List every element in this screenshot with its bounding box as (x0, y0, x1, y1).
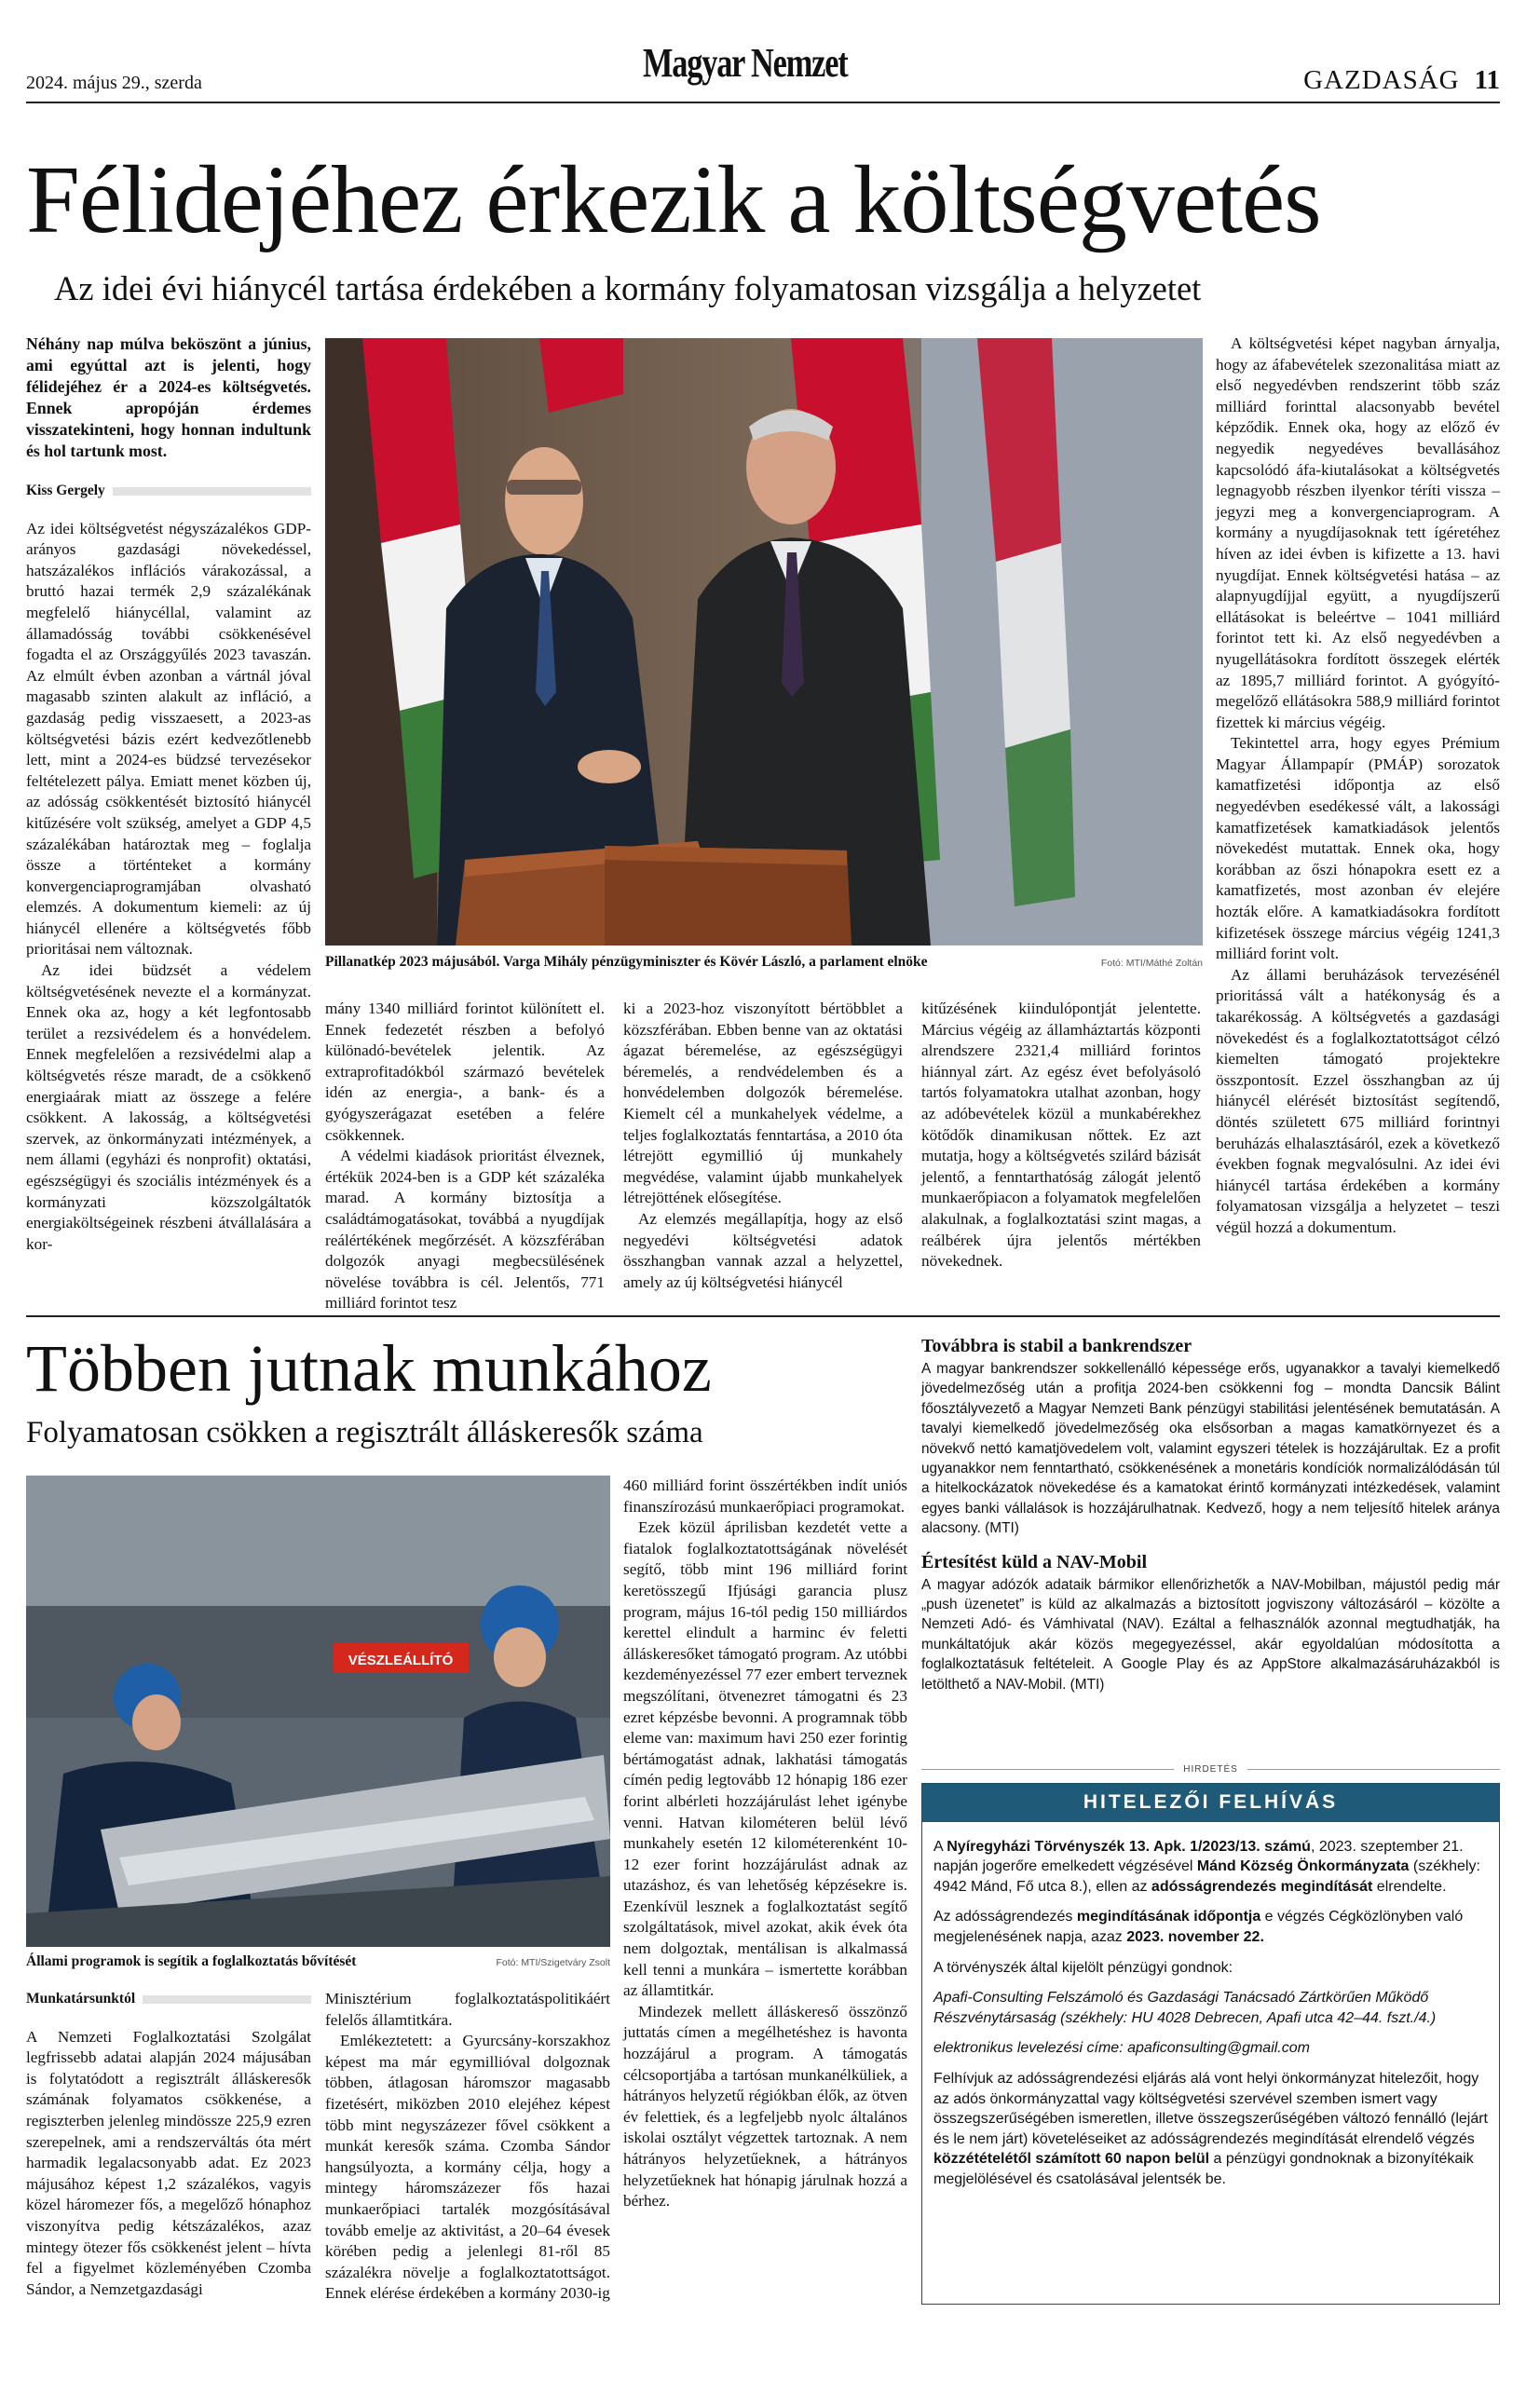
article2-photo (26, 1476, 610, 1947)
article1-col1 (26, 333, 311, 1255)
header-date: 2024. május 29., szerda (26, 73, 202, 93)
article2-paragraph: 460 milliárd forint összértékben indít uniós finanszírozású munkaerőpiaci programokat. (623, 1476, 907, 1516)
article1-paragraph: A költségvetési képet nagyban árnyalja, hogy az áfabevételek szezonalitása miatt az első negyedévben rendszerint több száz milliárd forinttal alacsonyabb bevétel képződik. Ennek oka, hogy az előző év negyedik negyedéves bevallásához kapcsolódó áfa-kiutalásokat a költségvetés legnagyobb részben ilyenkor téríti vissza – jegyzi meg a konvergenciaprogram. A kormány a nyugdíjasoknak tett ígéretéhez híven az idei évben is kifizette a 13. havi nyugdíjat. Ennek költségvetési hatása – az alapnyugdíjjal együtt, a nyugdíjszerű ellátásokat is beleértve – 1041 milliárd forintot tett ki. Az első negyedévben a nyugellátásokra fordított összegek elérték az 1895,7 milliárd forintot. A gyógyító-megelőző ellátásokra 588,9 milliárd forintot fizettek ki március végéig. (1216, 334, 1500, 731)
article1-photo-caption: Pillanatkép 2023 májusából. Varga Mihály pénzügyminiszter és Kövér László, a parlament elnöke (325, 954, 928, 970)
header-rule (26, 102, 1500, 103)
article1-paragraph: kitűzésének kiindulópontját jelentette. Március végéig az államháztartás központi alrendszere 2321,4 milliárd forintos hiánnyal zárt. Az egész évet befolyásoló tartós folyamatokra utalhat azonban, hogy az adóbevételek közül a munkabérekhez kötődők dinamikusan nőttek. Ez azt mutatja, hogy a költségvetés szilárd bázisát jelentő, a fenntarthatóság zálogát jelentő munkaerőpiacon a folyamatok megfelelően alakulnak, a foglalkoztatási szint magas, a reálbérek újra jelentős mértékben növekednek. (921, 1000, 1201, 1271)
article1-photo-caption-row (325, 954, 1203, 971)
article2-photo-credit: Fotó: MTI/Szigetváry Zsolt (496, 1957, 610, 1968)
article-divider (26, 1315, 1500, 1317)
factory-photo (26, 1476, 610, 1947)
article1-paragraph: Az állami beruházások tervezésénél prioritássá vált a hatékonyság és a takarékosság. A költségvetés a gazdasági növekedést és a foglalkoztatottságot célzó kiemelten támogató projektekre összpontosít. Ezzel összhangban az új hiánycél elérését biztosítást segítendő, döntés született 675 milliárd forintnyi beruházás elhalasztásáról, ezek a következő években fognak megvalósulni. Az idei évi hiánycél tartása érdekében a kormány folyamatosan vizsgálja a helyzetet – teszi végül hozzá a dokumentum. (1216, 965, 1500, 1236)
sidebar-text-nav: A magyar adózók adataik bármikor ellenőrizhetők a NAV-Mobilban, májustól pedig már „push üzenetet” is küld az alkalmazás a biztosított jogviszony változásáról – közölte a Nemzeti Adó- és Vámhivatal (NAV). Ezáltal a felhasználók azonnal megtudhatják, ha munkáltatójuk akár közös megegyezéssel, akár egyoldalúan módosította a foglalkoztatásuk feltételeit. A Google Play és az AppStore alkalmazásáruházakból is letölthető a NAV-Mobil. (MTI) (921, 1576, 1500, 1693)
section-label: GAZDASÁG (1303, 65, 1460, 95)
article2-subtitle: Folyamatosan csökken a regisztrált álláskeresők száma (26, 1416, 703, 1449)
article1-paragraph: mány 1340 milliárd forintot különített el. Ennek fedezetét részben a befolyó különadó-bevételek jelentik. Az extraprofitadókból származó bevételek idén az energia-, a bank- és a gyógyszerágazat esetében a felére csökkennek. (325, 1000, 605, 1144)
article2-photo-caption: Állami programok is segítik a foglalkoztatás bővítését (26, 1953, 357, 1969)
author-bar (143, 1995, 311, 2004)
handshake (578, 750, 641, 783)
article1-subtitle: Az idei évi hiánycél tartása érdekében a kormány folyamatosan vizsgálja a helyzetet (54, 269, 1202, 307)
sidebar-headline-nav: Értesítést küld a NAV-Mobil (921, 1551, 1148, 1572)
photo-sign-text: VÉSZLEÁLLÍTÓ (347, 1653, 454, 1668)
masthead-logo: Magyar Nemzet (643, 40, 848, 86)
page-number: 11 (1474, 65, 1500, 95)
article1-paragraph: Az idei büdzsét a védelem költségvetésének nevezte el a kormányzat. Ennek oka az, hogy a két legfontosabb terület a rezsivédelem és a honvédelem. Ennek megfelelően a rezsivédelmi alap a költségvetés része maradt, de a csökkenő energiaárak miatt az összege a felére csökkent. A lakosság, a költségvetési szervek, az önkormányzati intézmények, a nem állami (egyházi és nonprofit) oktatási, egészségügyi és szociális intézmények és a kormányzati közszolgáltatók energiaköltségeinek részbeni átvállalására a kor- (26, 961, 311, 1253)
ad-label-row (921, 1764, 1500, 1775)
article1-paragraph: Tekintettel arra, hogy egyes Prémium Magyar Állampapír (PMÁP) sorozatok kamatfizetési időpontja az első negyedévben esedékessé vált, a lakossági kamatfizetések kamatkiadások jelentős növekedést mutattak. Ennek oka, hogy korábban az őszi hónapokra esett ez a kamatfizetés, most azonban év elejére hozták előre. A kamatkiadásokra fordított kifizetések összege március végéig 1241,3 milliárd forint volt. (1216, 734, 1500, 963)
ad-paragraph: Felhívjuk az adósságrendezési eljárás alá vont helyi önkormányzat hitelezőit, hogy az adós önkormányzattal vagy költségvetési szervével szemben ismert vagy összegszerűségében ismeretlen, illetve összegszerűségében változó fennálló (lejárt és le nem járt) követeléseiket az adósságrendezés megindítását elrendelő végzés közzétételétől számított 60 napon belül a pénzügyi gondnoknak a bizonyítékaik megjelölésével és csatolásával jelentsék be. (933, 2070, 1488, 2187)
article2-paragraph: Mindezek mellett álláskereső összönző juttatás címen a megélhetéshez is havonta hozzájárul a program. A támogatás célcsoportjába a tartósan munkanélküliek, a hátrányos helyzetű régiókban élők, az ötven év felettiek, és a legfeljebb nyolc általános iskolai osztályt végzettek tartoznak. A nem hátrányos helyzetűeknek, a hátrányos helyzetűeknek hat hónapig járulnak hozzá a bérhez. (623, 2002, 907, 2211)
news-sidebar (921, 1336, 1500, 1694)
article2-title: Többen jutnak munkához (26, 1331, 712, 1406)
author-bar (113, 487, 311, 496)
article1-paragraph: A védelmi kiadások prioritást élveznek, értékük 2024-ben is a GDP két százaléka marad. A kormány biztosítja a családtámogatásokat, továbbá a nyugdíjak reálértékének megőrzését. A közszférában dolgozók anyagi megbecsülésének növelése továbbra is cél. Jelentős, 771 milliárd forintot tesz (325, 1147, 605, 1313)
lecterns (456, 841, 852, 946)
article1-photo-credit: Fotó: MTI/Máthé Zoltán (1100, 958, 1203, 969)
article2-author (26, 1989, 311, 2010)
article1-author-name: Kiss Gergely (26, 483, 105, 498)
sidebar-headline-bank: Továbbra is stabil a bankrendszer (921, 1336, 1192, 1356)
ad-paragraph: A törvényszék által kijelölt pénzügyi gondnok: (933, 1959, 1233, 1976)
section-name (1303, 65, 1500, 96)
ad-paragraph: A Nyíregyházi Törvényszék 13. Apk. 1/2023/13. számú, 2023. szeptember 21. napján jogerőre emelkedett végzésével Mánd Község Önkormányzata (székhely: 4942 Mánd, Fő utca 8.), ellen az adósságrendezés megindítását elrendelte. (933, 1838, 1480, 1895)
article1-paragraph: ki a 2023-hoz viszonyított bértöbblet a közszférában. Ebben benne van az oktatási ágazat béremelése, az egészségügyi béremelés, a rendvédelemben és a honvédelemben dolgozók béremelése. Kiemelt cél a munkahelyek védelme, a teljes foglalkoztatás fenntartása, a 2010 óta létrejött egymillió új munkahely megvédése, valamint újabb munkahelyek létrejöttének elősegítése. (623, 1000, 903, 1207)
creditor-notice-ad (921, 1783, 1500, 2305)
article2-paragraph: Ezek közül áprilisban kezdetét vette a fiatalok foglalkoztatottságának növelését segítő, több mint 196 milliárd forint keretösszegű Ifjúsági garancia plusz program, május 16-tól pedig 150 milliárdos kerettel elindult a harminc év feletti álláskeresőket támogató program. Az utóbbi kezdeményezéssel 77 ezer embert terveznek megszólítani, ötvenezret támogatni és 23 ezret képzésbe bevonni. A programnak több eleme van: maximum havi 250 ezer forintig bértámogatást adnak, lakhatási támogatás címén pedig legtovább 12 hónapig 186 ezer forint albérleti hozzájárulást lehet igénybe venni. Hatvan kilométeren belül lévő munkahely esetén 12 kilométerenként 10-12 ezer forint hozzájárulást adnak az utazáshoz, és van lehetőség képzésekre is. Ezenkívül lesznek a foglalkoztatást segítő szolgáltatások, mivel azokat, akik évek óta nem dolgoztak, mentálisan is alkalmassá kell tenni a munkára – ismertette korábban az államtitkár. (623, 1518, 907, 2000)
article1-photo (325, 338, 1203, 946)
handshake-photo (325, 338, 1203, 946)
article2-paragraph: A Nemzeti Foglalkoztatási Szolgálat legfrissebb adatai alapján 2024 májusában is folytatódott a regisztrált álláskeresők számának folyamatos csökkenése, a regiszterben jelenleg mindössze 225,9 ezren szerepelnek, ami a rendszerváltás óta mért harmadik legalacsonyabb adat. Ez 2023 májusához képest 1,2 százalékos, vagyis közel háromezer fős, a megelőző hónaphoz viszonyítva pedig kétszázalékos, azaz mintegy ötezer fős csökkenést jelent – hívta fel a figyelmet közleményében Czomba Sándor, a Nemzetgazdasági (26, 2027, 311, 2298)
article2-col3 (623, 1476, 907, 2212)
ad-paragraph: Az adósságrendezés megindításának időpontja e végzés Cégközlönyben való megjelenésének napja, azaz 2023. november 22. (933, 1909, 1464, 1945)
article1-title: Félidejéhez érkezik a költségvetés (26, 146, 1321, 253)
article1-paragraph: Az idei költségvetést négyszázalékos GDP-arányos gazdasági növekedéssel, hatszázalékos inflációs várakozással, a bruttó hazai termék 2,9 százalékának megfelelő hiánycéllal, valamint az államadósság további csökkenésével fogadta el az Országgyűlés 2023 tavaszán. Az elmúlt évben azonban a vártnál jóval magasabb szinten alakult az infláció, a gazdaság pedig visszaesett, a 2023-as költségvetési bázis ezért kedvezőtlenebb lett, mint a 2024-es büdzsé tervezésekor feltételezett pálya. Emiatt menet közben új, az adósság csökkentését biztosító hiánycél kitűzésére volt szükség, amelyet a GDP 4,5 százalékában határoztak meg – foglalja össze a történteket a kormány konvergenciaprogramjában olvasható elemzés. A dokumentum kiemeli: az új hiánycél ellenére a költségvetés főbb prioritásai nem változnak. (26, 519, 311, 959)
sidebar-text-bank: A magyar bankrendszer sokkellenálló képessége erős, ugyanakkor a tavalyi kiemelkedő jövedelmezőség után a profitja 2024-ben csökkenni fog – mondta Dancsik Bálint főosztályvezető a Magyar Nemzeti Bank pénzügyi stabilitási jelentésének bemutatásán. A tavalyi kiemelkedő jövedelmezőség oka elsősorban a magas kamatkörnyezet és a növekvő nettó kamatjövedelem volt, valamint egyszeri tételek is hozzájárultak. Ez a profit ugyanakkor nem fenntartható, csökkenésének a monetáris kondíciók normalizálódásán túl a hitelkockázatok növekedése és a kamatokat érintő kormányzati intézkedések, valamint egyes banki vállalások is hozzájárulhatnak. Kedvező, hogy a nem teljesítő hitelek aránya alacsony. (MTI) (921, 1361, 1500, 1537)
article2-col2 (325, 1989, 610, 2305)
article1-col3 (623, 999, 903, 1293)
article2-col1 (26, 1989, 311, 2300)
article2-paragraph: Emlékeztetett: a Gyurcsány-korszakhoz képest ma már egymillióval dolgoznak többen, átlagosan háromszor magasabb fizetésért, miközben 2010 elejéhez képest több mint negyszázezer fővel csökkent a munkát keresők száma. Czomba Sándor hangsúlyozta, a kormány célja, hogy a mintegy háromszázezer fős hazai munkaerőpiaci tartalék mozgósításával tovább emelje az aktivitást, a 20–64 évesek körében pedig a jelenlegi 81-ről 85 százalékra növelje a foglalkoztatottságot. Ennek elérése érdekében a kormány 2030-ig (325, 2032, 610, 2303)
article1-col2 (325, 999, 605, 1314)
ad-title: HITELEZŐI FELHÍVÁS (922, 1784, 1499, 1822)
article1-paragraph: Az elemzés megállapítja, hogy az első negyedévi költségvetési adatok összhangban vannak azzal a helyzettel, amely az új költségvetési hiánycél (623, 1209, 903, 1291)
article1-right-col (1216, 333, 1500, 1239)
article1-author (26, 481, 311, 502)
ad-email: elektronikus levelezési címe: apaficonsulting@gmail.com (933, 2040, 1310, 2057)
article2-author-name: Munkatársunktól (26, 1991, 136, 2007)
ad-paragraph: Apafi-Consulting Felszámoló és Gazdasági Tanácsadó Zártkörűen Működő Részvénytársaság (székhely: HU 4028 Debrecen, Apafi utca 42–44. fszt./4.) (933, 1990, 1437, 2026)
ad-label: HIRDETÉS (1183, 1764, 1238, 1775)
article1-col4 (921, 999, 1201, 1272)
article2-paragraph: Minisztérium foglalkoztatáspolitikáért felelős államtitkára. (325, 1990, 610, 2029)
article2-photo-caption-row (26, 1953, 610, 1970)
article1-lead: Néhány nap múlva beköszönt a június, ami egyúttal azt is jelenti, hogy félidejéhez ér a 2024-es költségvetés. Ennek apropóján érdemes visszatekinteni, hogy honnan indultunk és hol tartunk most. (26, 334, 311, 460)
